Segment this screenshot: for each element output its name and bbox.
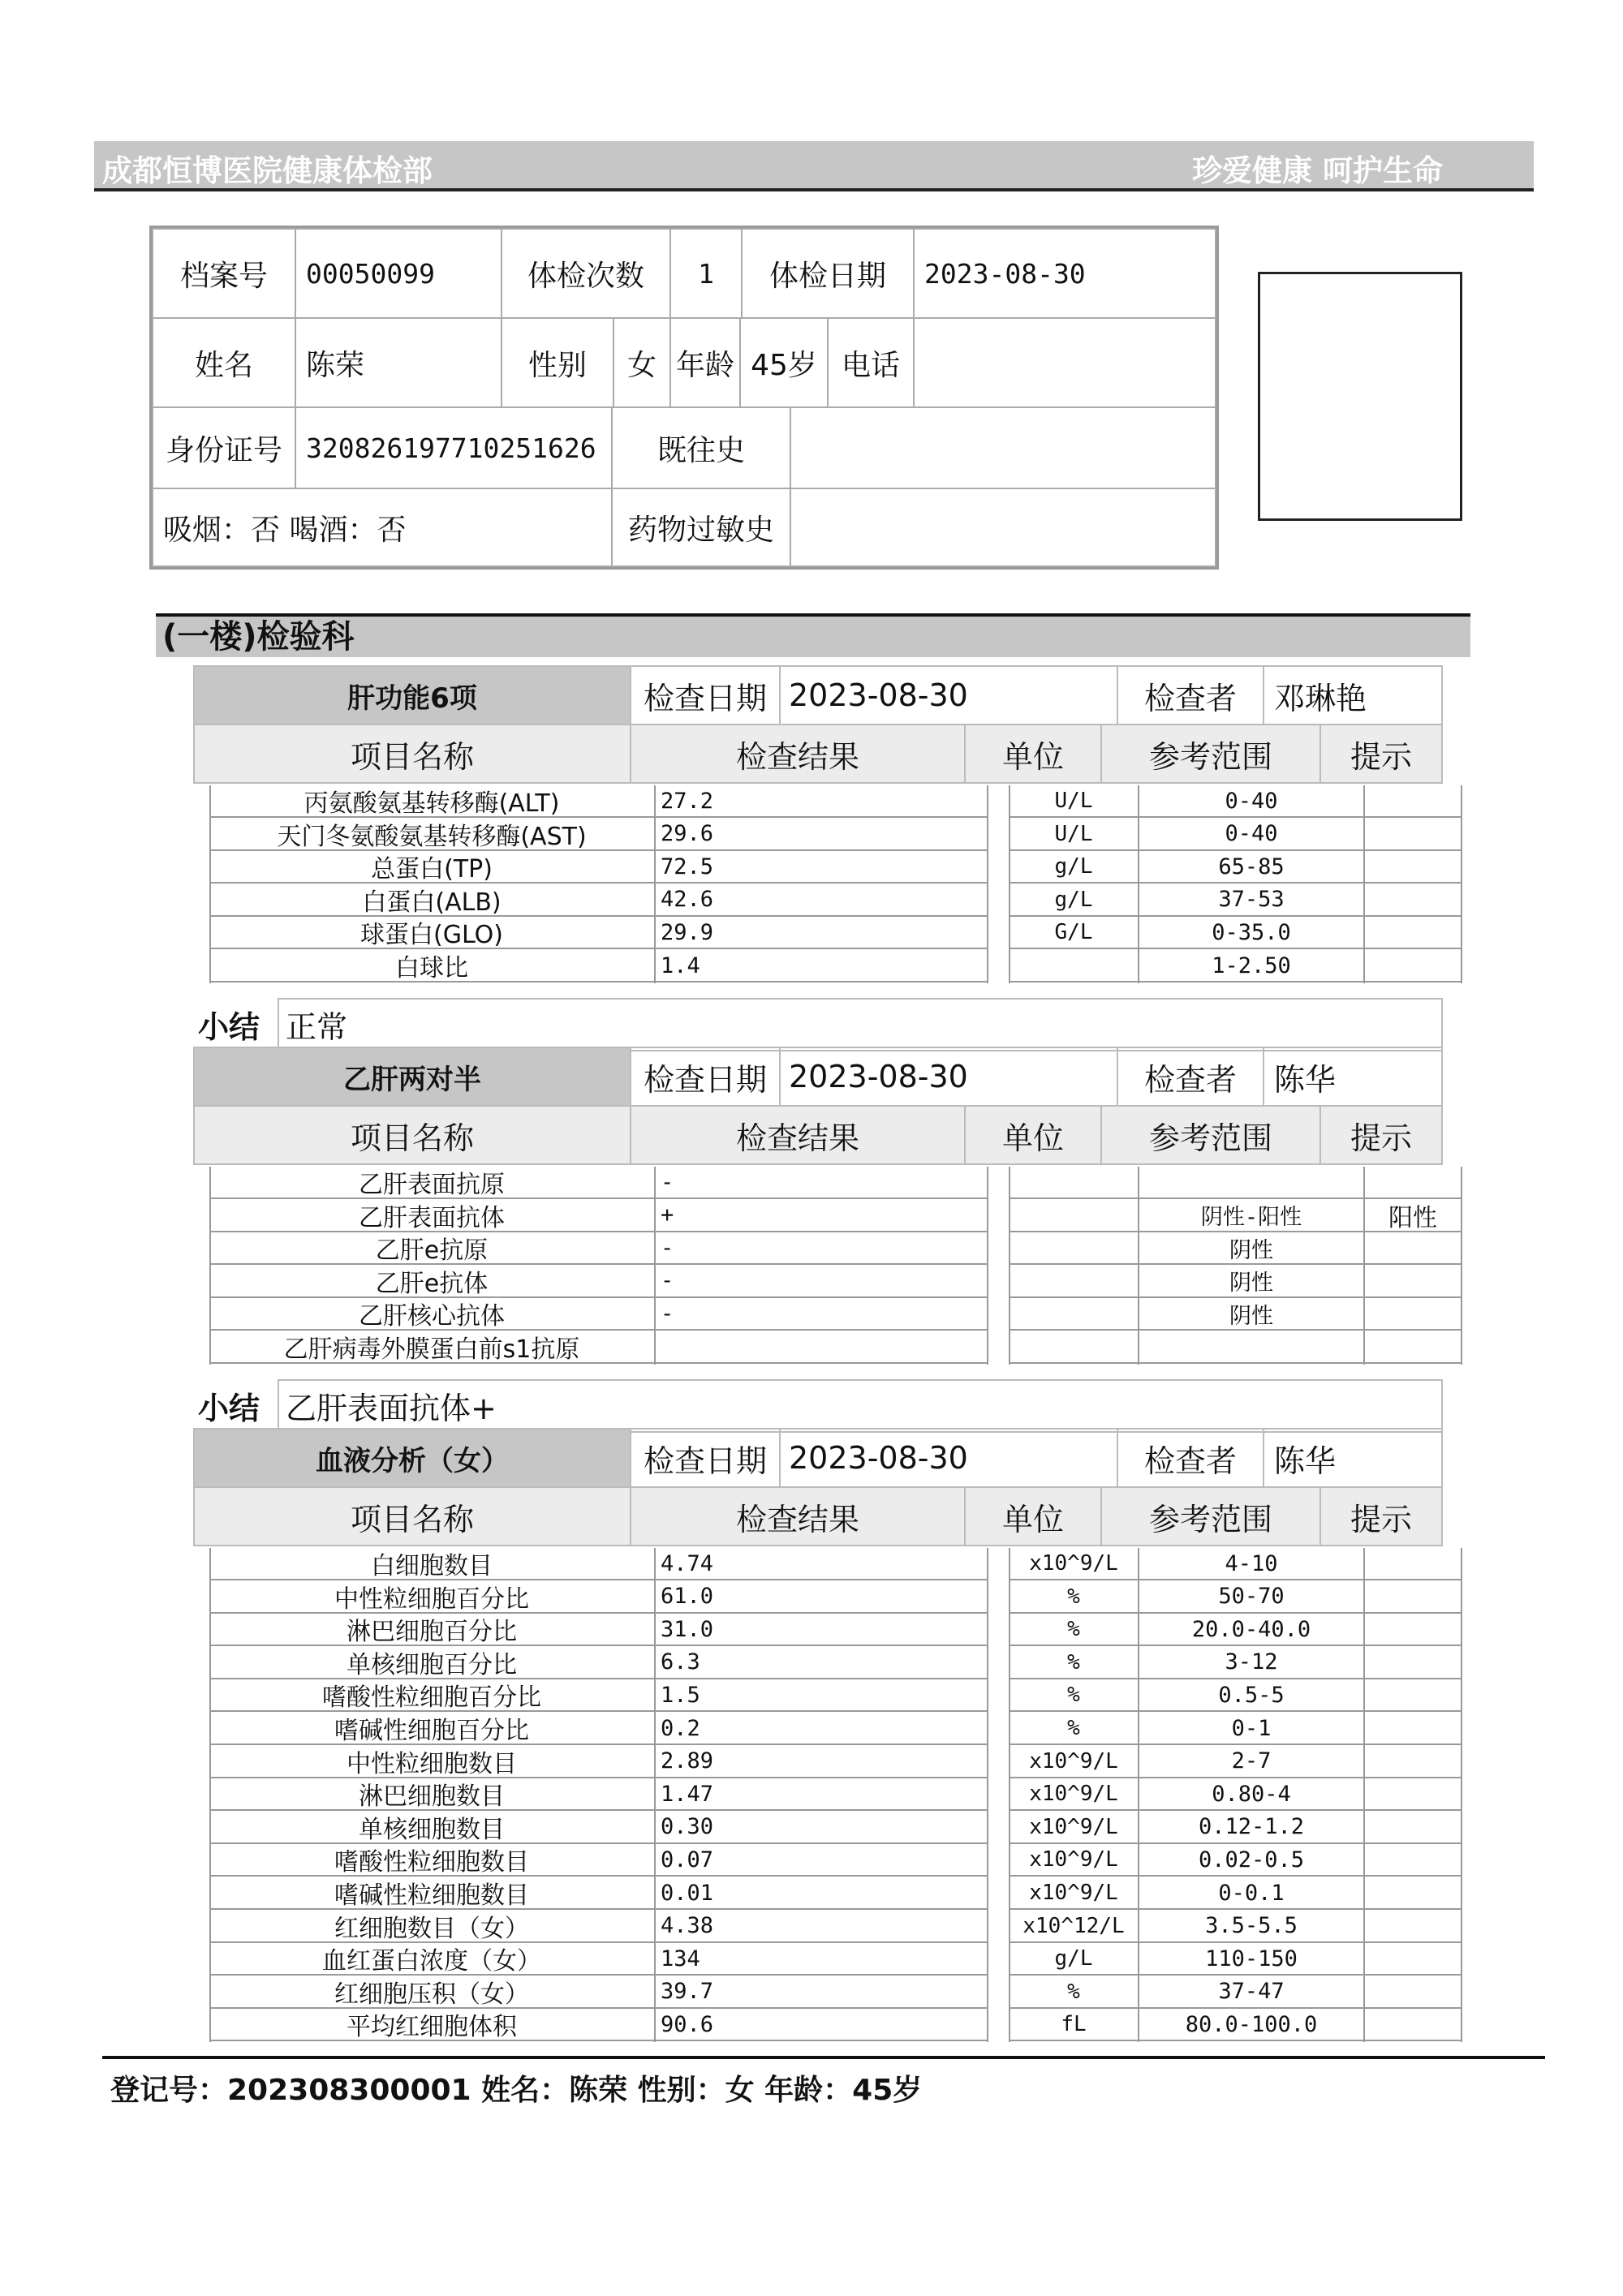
summary-label: 小结	[198, 1391, 260, 1427]
item-result: 0.30	[656, 1812, 987, 1844]
item-name: 红细胞数目（女）	[209, 1911, 654, 1943]
item-hint	[1363, 1581, 1462, 1614]
item-range: 0-40	[1139, 819, 1363, 851]
item-unit	[1009, 1167, 1139, 1199]
item-range: 0-0.1	[1139, 1877, 1363, 1910]
item-range: 20.0-40.0	[1139, 1614, 1363, 1646]
item-unit: x10^9/L	[1009, 1877, 1139, 1910]
item-range	[1139, 1331, 1363, 1364]
item-hint	[1363, 1266, 1462, 1298]
col-header-result: 检查结果	[630, 1105, 966, 1165]
item-unit: %	[1009, 1614, 1139, 1646]
item-hint	[1363, 2009, 1462, 2041]
grid-line	[1009, 785, 1010, 983]
exam-date-value: 2023-08-30	[913, 228, 1216, 319]
col-header-result: 检查结果	[630, 724, 966, 784]
item-name: 丙氨酸氨基转移酶(ALT)	[209, 785, 654, 818]
item-unit: x10^9/L	[1009, 1548, 1139, 1580]
item-result: 4.38	[656, 1911, 987, 1943]
item-result: -	[656, 1266, 987, 1298]
col-header-unit: 单位	[964, 1486, 1102, 1546]
col-header-range: 参考范围	[1100, 1105, 1321, 1165]
grid-line	[1461, 1167, 1462, 1365]
item-result	[656, 1331, 987, 1364]
age-label: 年龄	[669, 317, 741, 408]
grid-line	[987, 1167, 988, 1365]
check-date-value: 2023-08-30	[779, 665, 1118, 725]
check-date-value: 2023-08-30	[779, 1428, 1118, 1488]
footer-divider	[102, 2056, 1545, 2059]
item-result: 0.07	[656, 1844, 987, 1877]
item-name: 嗜酸性粒细胞百分比	[209, 1679, 654, 1712]
item-result: 2.89	[656, 1746, 987, 1778]
examiner-label: 检查者	[1117, 1047, 1264, 1107]
grid-line	[1138, 785, 1139, 983]
item-name: 单核细胞数目	[209, 1812, 654, 1844]
grid-line	[987, 1548, 988, 2042]
examiner-value: 邓琳艳	[1263, 665, 1443, 725]
item-hint	[1363, 1911, 1462, 1943]
item-unit: %	[1009, 1581, 1139, 1614]
item-range: 1-2.50	[1139, 950, 1363, 982]
check-date-label: 检查日期	[630, 1428, 781, 1488]
block-title: 乙肝两对半	[193, 1047, 631, 1107]
visits-value: 1	[669, 228, 743, 319]
grid-line	[209, 1167, 211, 1365]
grid-line	[1009, 1167, 1010, 1365]
check-date-value: 2023-08-30	[779, 1047, 1118, 1107]
name-label: 姓名	[152, 317, 296, 408]
item-range: 37-53	[1139, 884, 1363, 917]
phone-label: 电话	[827, 317, 915, 408]
grid-line	[1363, 1167, 1365, 1365]
exam-date-label: 体检日期	[741, 228, 915, 319]
grid-line	[1009, 1548, 1010, 2042]
item-range: 110-150	[1139, 1943, 1363, 1976]
item-range: 3.5-5.5	[1139, 1911, 1363, 1943]
item-result: 1.5	[656, 1679, 987, 1712]
grid-line	[209, 1548, 211, 2042]
item-unit: g/L	[1009, 851, 1139, 884]
item-hint	[1363, 1232, 1462, 1265]
history-label: 既往史	[611, 406, 791, 489]
item-unit: g/L	[1009, 1943, 1139, 1976]
item-name: 嗜碱性细胞百分比	[209, 1713, 654, 1745]
col-header-item: 项目名称	[193, 1105, 631, 1165]
item-result: -	[656, 1298, 987, 1331]
item-name: 白球比	[209, 950, 654, 982]
sex-label: 性别	[501, 317, 614, 408]
allergy-value	[790, 488, 1216, 567]
slogan: 珍爱健康 呵护生命	[1192, 153, 1443, 188]
item-range: 阴性-阳性	[1139, 1200, 1363, 1232]
item-range: 2-7	[1139, 1746, 1363, 1778]
item-range: 阴性	[1139, 1298, 1363, 1331]
item-name: 乙肝表面抗体	[209, 1200, 654, 1232]
item-unit: fL	[1009, 2009, 1139, 2041]
file-no-value: 00050099	[295, 228, 502, 319]
item-name: 平均红细胞体积	[209, 2009, 654, 2041]
item-hint	[1363, 1331, 1462, 1364]
item-result: 4.74	[656, 1548, 987, 1580]
item-unit: x10^9/L	[1009, 1778, 1139, 1811]
item-range: 阴性	[1139, 1266, 1363, 1298]
page-header	[94, 141, 1534, 191]
summary-row	[193, 998, 1443, 1051]
item-range	[1139, 1167, 1363, 1199]
item-result: -	[656, 1232, 987, 1265]
item-hint	[1363, 917, 1462, 949]
item-range: 0.12-1.2	[1139, 1812, 1363, 1844]
photo-placeholder	[1258, 272, 1462, 521]
item-result: 61.0	[656, 1581, 987, 1614]
block-title: 血液分析（女）	[193, 1428, 631, 1488]
item-name: 嗜酸性粒细胞数目	[209, 1844, 654, 1877]
item-hint	[1363, 1298, 1462, 1331]
summary-row	[193, 1379, 1443, 1433]
item-unit: %	[1009, 1976, 1139, 2009]
item-result: 72.5	[656, 851, 987, 884]
item-result: 31.0	[656, 1614, 987, 1646]
item-hint	[1363, 1844, 1462, 1877]
grid-line	[654, 1548, 656, 2042]
item-name: 中性粒细胞数目	[209, 1746, 654, 1778]
id-value: 320826197710251626	[295, 406, 613, 489]
item-hint	[1363, 1943, 1462, 1976]
grid-line	[654, 1167, 656, 1365]
item-name: 白细胞数目	[209, 1548, 654, 1580]
item-result: 1.4	[656, 950, 987, 982]
item-name: 乙肝e抗体	[209, 1266, 654, 1298]
item-result: 6.3	[656, 1647, 987, 1679]
item-range: 0-40	[1139, 785, 1363, 818]
grid-line	[209, 785, 211, 983]
col-header-hint: 提示	[1319, 1486, 1443, 1546]
patient-info-table	[149, 226, 1219, 570]
file-no-label: 档案号	[152, 228, 296, 319]
footer-text: 登记号：202308300001 姓名：陈荣 性别：女 年龄：45岁	[110, 2074, 923, 2107]
item-result: 134	[656, 1943, 987, 1976]
item-hint	[1363, 1713, 1462, 1745]
age-value: 45岁	[739, 317, 829, 408]
item-result: 90.6	[656, 2009, 987, 2041]
item-hint	[1363, 1167, 1462, 1199]
item-hint	[1363, 950, 1462, 982]
examiner-value: 陈华	[1263, 1047, 1443, 1107]
item-result: 39.7	[656, 1976, 987, 2009]
summary-label: 小结	[198, 1009, 260, 1046]
summary-value: 正常	[278, 998, 1443, 1051]
check-date-label: 检查日期	[630, 1047, 781, 1107]
col-header-result: 检查结果	[630, 1486, 966, 1546]
item-hint	[1363, 785, 1462, 818]
smoke-drink: 吸烟：否 喝酒：否	[152, 488, 613, 567]
id-label: 身份证号	[152, 406, 296, 489]
item-range: 37-47	[1139, 1976, 1363, 2009]
item-name: 乙肝核心抗体	[209, 1298, 654, 1331]
item-unit: x10^9/L	[1009, 1746, 1139, 1778]
grid-line	[987, 785, 988, 983]
item-name: 总蛋白(TP)	[209, 851, 654, 884]
examiner-label: 检查者	[1117, 665, 1264, 725]
col-header-range: 参考范围	[1100, 724, 1321, 784]
col-header-item: 项目名称	[193, 1486, 631, 1546]
item-range: 0.02-0.5	[1139, 1844, 1363, 1877]
grid-line	[654, 785, 656, 983]
col-header-hint: 提示	[1319, 724, 1443, 784]
item-range: 0.80-4	[1139, 1778, 1363, 1811]
item-hint	[1363, 1976, 1462, 2009]
item-hint	[1363, 884, 1462, 917]
item-result: -	[656, 1167, 987, 1199]
item-name: 淋巴细胞数目	[209, 1778, 654, 1811]
item-range: 阴性	[1139, 1232, 1363, 1265]
visits-label: 体检次数	[501, 228, 671, 319]
examiner-label: 检查者	[1117, 1428, 1264, 1488]
item-result: 0.01	[656, 1877, 987, 1910]
item-unit	[1009, 1331, 1139, 1364]
item-range: 0-1	[1139, 1713, 1363, 1745]
grid-line	[1138, 1167, 1139, 1365]
item-name: 单核细胞百分比	[209, 1647, 654, 1679]
name-value: 陈荣	[295, 317, 502, 408]
item-unit: %	[1009, 1679, 1139, 1712]
item-unit: U/L	[1009, 819, 1139, 851]
item-name: 乙肝e抗原	[209, 1232, 654, 1265]
grid-line	[1138, 1548, 1139, 2042]
item-range: 50-70	[1139, 1581, 1363, 1614]
item-unit: G/L	[1009, 917, 1139, 949]
item-range: 0-35.0	[1139, 917, 1363, 949]
item-hint	[1363, 1877, 1462, 1910]
item-name: 嗜碱性粒细胞数目	[209, 1877, 654, 1910]
item-unit: %	[1009, 1713, 1139, 1745]
item-name: 中性粒细胞百分比	[209, 1581, 654, 1614]
section-title: (一楼)检验科	[156, 613, 1470, 657]
item-name: 淋巴细胞百分比	[209, 1614, 654, 1646]
item-result: 27.2	[656, 785, 987, 818]
hospital-name: 成都恒博医院健康体检部	[102, 153, 433, 188]
item-unit	[1009, 1200, 1139, 1232]
item-unit	[1009, 950, 1139, 982]
item-range: 3-12	[1139, 1647, 1363, 1679]
item-result: 1.47	[656, 1778, 987, 1811]
item-range: 4-10	[1139, 1548, 1363, 1580]
col-header-unit: 单位	[964, 724, 1102, 784]
item-unit: %	[1009, 1647, 1139, 1679]
item-hint	[1363, 1812, 1462, 1844]
item-hint	[1363, 819, 1462, 851]
item-unit: x10^12/L	[1009, 1911, 1139, 1943]
item-hint	[1363, 1548, 1462, 1580]
item-unit: x10^9/L	[1009, 1812, 1139, 1844]
sex-value: 女	[613, 317, 671, 408]
item-unit	[1009, 1266, 1139, 1298]
item-hint: 阳性	[1363, 1200, 1462, 1232]
item-name: 红细胞压积（女）	[209, 1976, 654, 2009]
item-hint	[1363, 1679, 1462, 1712]
item-result: 0.2	[656, 1713, 987, 1745]
item-range: 65-85	[1139, 851, 1363, 884]
grid-line	[1363, 1548, 1365, 2042]
item-hint	[1363, 1614, 1462, 1646]
col-header-hint: 提示	[1319, 1105, 1443, 1165]
grid-line	[1363, 785, 1365, 983]
item-name: 白蛋白(ALB)	[209, 884, 654, 917]
item-range: 80.0-100.0	[1139, 2009, 1363, 2041]
item-name: 天门冬氨酸氨基转移酶(AST)	[209, 819, 654, 851]
item-unit	[1009, 1232, 1139, 1265]
item-result: 29.6	[656, 819, 987, 851]
history-value	[790, 406, 1216, 489]
phone-value	[913, 317, 1216, 408]
summary-value: 乙肝表面抗体+	[278, 1379, 1443, 1433]
item-unit	[1009, 1298, 1139, 1331]
item-hint	[1363, 1746, 1462, 1778]
item-unit: g/L	[1009, 884, 1139, 917]
item-unit: x10^9/L	[1009, 1844, 1139, 1877]
item-name: 球蛋白(GLO)	[209, 917, 654, 949]
allergy-label: 药物过敏史	[611, 488, 791, 567]
item-range: 0.5-5	[1139, 1679, 1363, 1712]
item-result: 29.9	[656, 917, 987, 949]
check-date-label: 检查日期	[630, 665, 781, 725]
grid-line	[1461, 785, 1462, 983]
item-result: 42.6	[656, 884, 987, 917]
item-name: 血红蛋白浓度（女）	[209, 1943, 654, 1976]
item-unit: U/L	[1009, 785, 1139, 818]
item-name: 乙肝病毒外膜蛋白前s1抗原	[209, 1331, 654, 1364]
col-header-item: 项目名称	[193, 724, 631, 784]
block-title: 肝功能6项	[193, 665, 631, 725]
item-name: 乙肝表面抗原	[209, 1167, 654, 1199]
item-hint	[1363, 1647, 1462, 1679]
item-hint	[1363, 1778, 1462, 1811]
grid-line	[1461, 1548, 1462, 2042]
item-hint	[1363, 851, 1462, 884]
col-header-range: 参考范围	[1100, 1486, 1321, 1546]
item-result: +	[656, 1200, 987, 1232]
examiner-value: 陈华	[1263, 1428, 1443, 1488]
col-header-unit: 单位	[964, 1105, 1102, 1165]
